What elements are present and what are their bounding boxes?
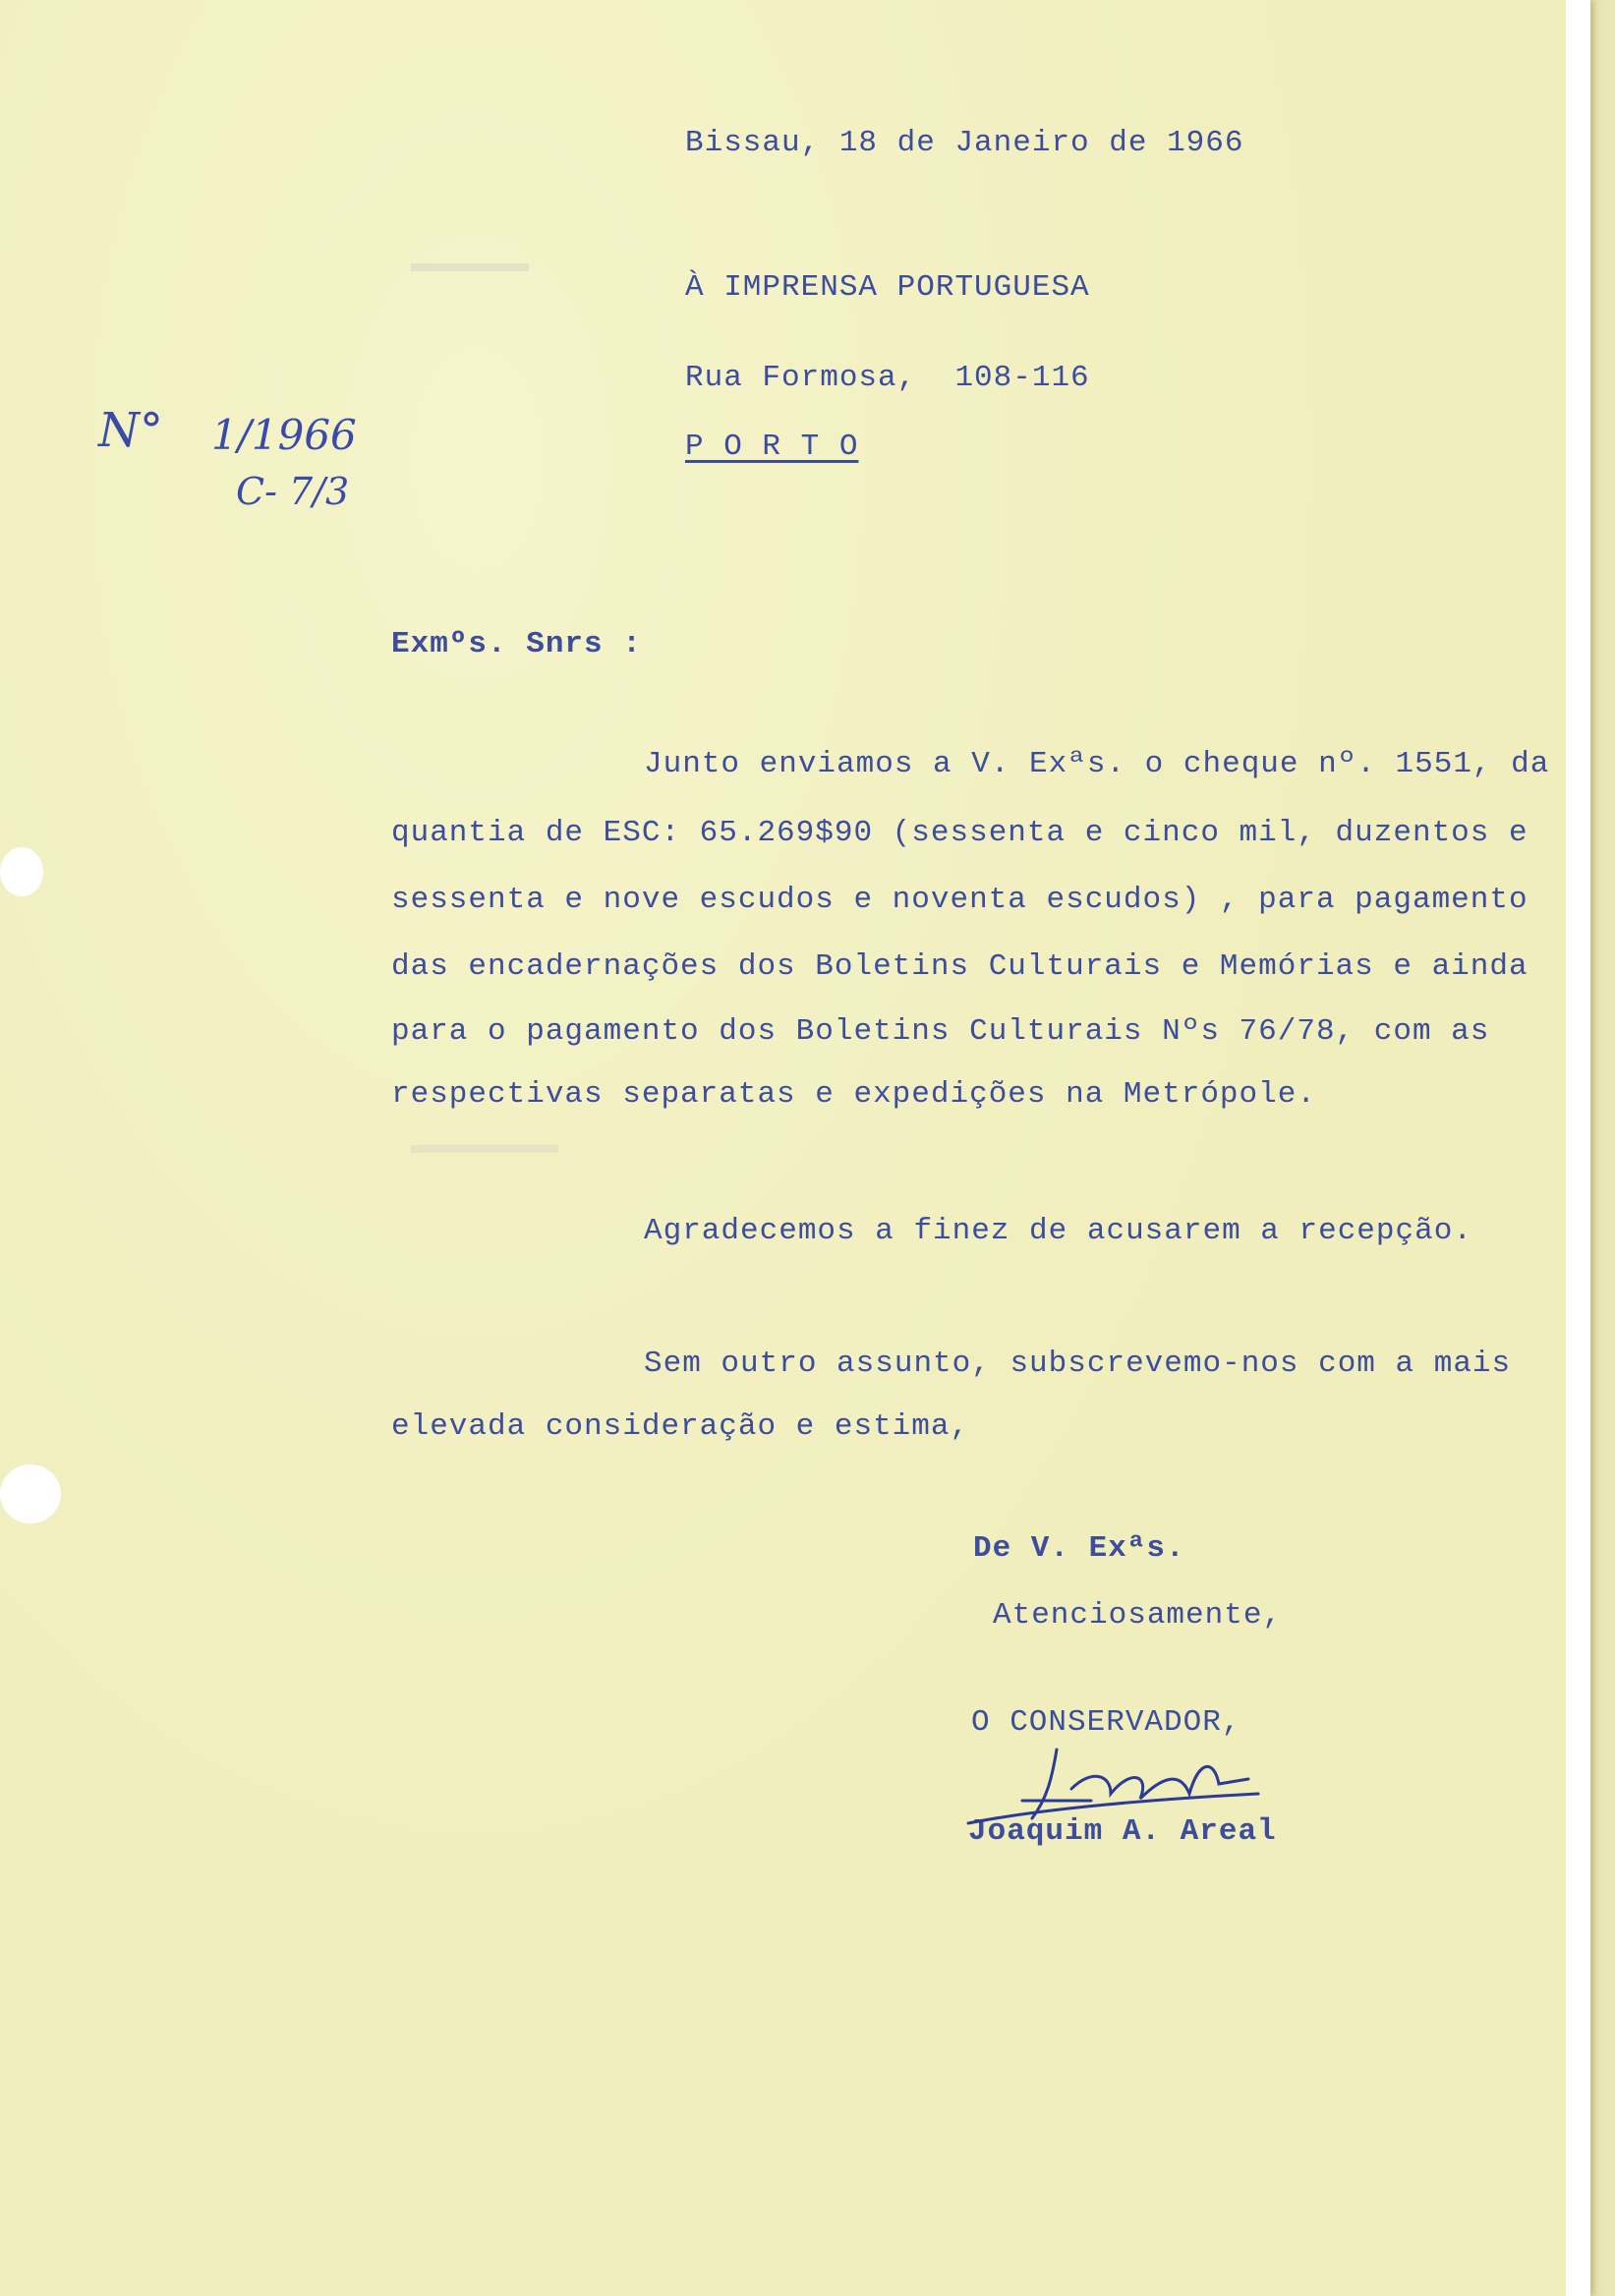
faint-stamp — [411, 263, 529, 271]
punch-hole-bottom — [0, 1464, 61, 1523]
addressee-name: À IMPRENSA PORTUGUESA — [685, 270, 1090, 305]
body-line: das encadernações dos Boletins Culturais e Memórias e ainda — [391, 949, 1528, 984]
faint-stamp — [411, 1145, 558, 1153]
body-line: sessenta e nove escudos e noventa escudos) , para pagamento — [391, 883, 1528, 917]
signoff-line: Atenciosamente, — [993, 1598, 1283, 1633]
body-line: quantia de ESC: 65.269$90 (sessenta e cinco mil, duzentos e — [391, 816, 1528, 850]
body-line: Junto enviamos a V. Exªs. o cheque nº. 1551, da — [644, 747, 1550, 781]
addressee-city: P O R T O — [685, 430, 859, 464]
salutation: Exmºs. Snrs : — [391, 627, 642, 661]
page-edge — [1566, 0, 1590, 2296]
closing-line: elevada consideração e estima, — [391, 1409, 970, 1444]
body-line: respectivas separatas e expedições na Metrópole. — [391, 1077, 1316, 1112]
signature-mark — [963, 1740, 1268, 1838]
body-line: para o pagamento dos Boletins Culturais Nºs 76/78, com as — [391, 1014, 1490, 1049]
signatory-name: Joaquim A. Areal — [968, 1814, 1277, 1849]
archive-ref: C- 7/3 — [236, 470, 350, 513]
signoff-title: O CONSERVADOR, — [971, 1705, 1241, 1740]
punch-hole-top — [0, 847, 43, 896]
addressee-street: Rua Formosa, 108-116 — [685, 361, 1090, 395]
place-date: Bissau, 18 de Janeiro de 1966 — [685, 126, 1244, 160]
signoff-line: De V. Exªs. — [973, 1531, 1185, 1566]
thanks-line: Agradecemos a finez de acusarem a recepção. — [644, 1214, 1472, 1248]
closing-line: Sem outro assunto, subscrevemo-nos com a mais — [644, 1347, 1512, 1381]
archive-number: 1/1966 — [211, 411, 357, 459]
archive-number-prefix: N° — [98, 403, 163, 458]
